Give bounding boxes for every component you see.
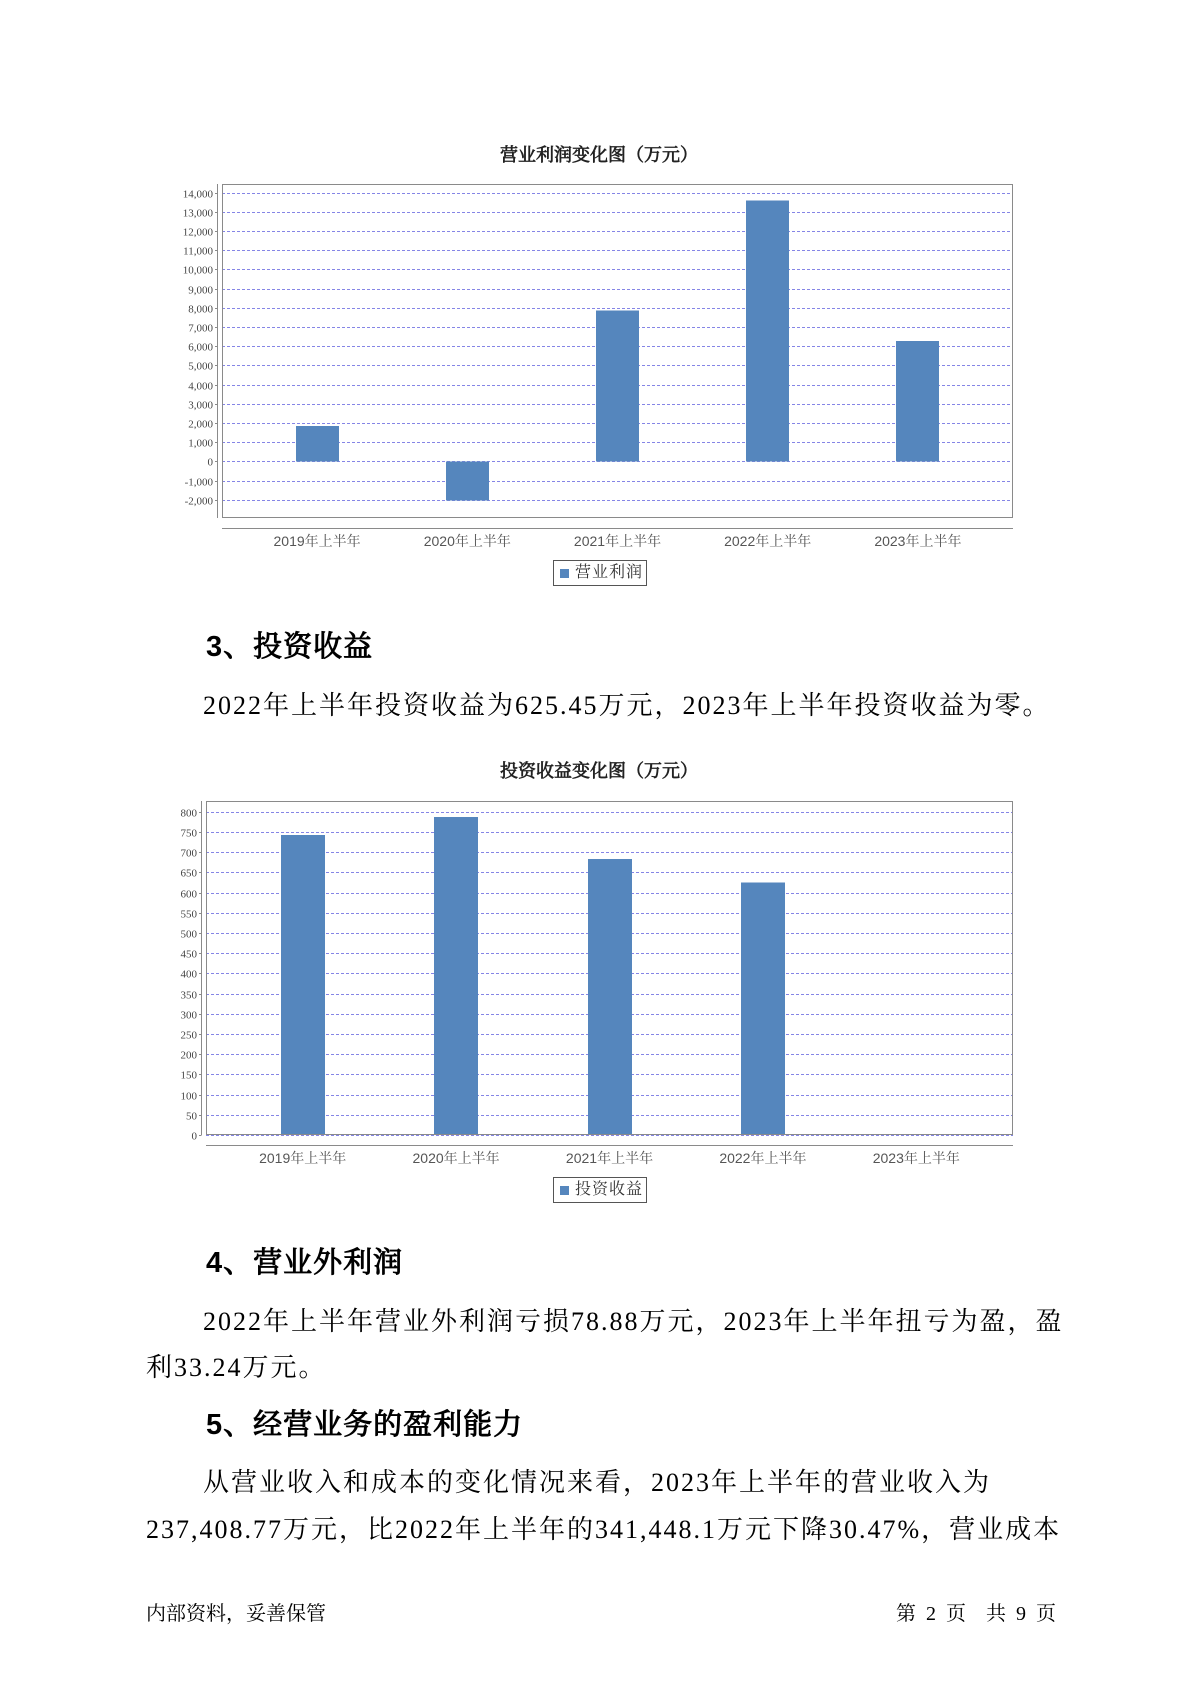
operating-profit-bar-2021	[596, 311, 639, 462]
investment-income-bar-2022	[741, 882, 785, 1135]
operating-profit-chart-title: 营业利润变化图（万元）	[500, 145, 698, 165]
operating-profit-chart-svg	[150, 170, 1030, 560]
operating-profit-bar-2019	[296, 426, 339, 462]
operating-profit-y-tick-label: -2,000	[184, 495, 213, 508]
investment-income-y-tick-label: 500	[180, 928, 197, 941]
investment-income-y-tick-label: 350	[180, 989, 197, 1002]
operating-profit-y-tick-label: 6,000	[188, 341, 213, 354]
investment-income-x-tick-label: 2022年上半年	[719, 1150, 807, 1166]
investment-income-bar-2019	[281, 835, 325, 1135]
investment-income-y-tick-label: 200	[180, 1049, 197, 1062]
operating-profit-x-tick-label: 2023年上半年	[874, 533, 962, 549]
investment-income-bar-2021	[588, 859, 632, 1135]
operating-profit-y-tick-label: 5,000	[188, 360, 213, 373]
investment-income-y-tick-label: 550	[180, 908, 197, 921]
operating-profit-y-tick-label: 1,000	[188, 437, 213, 450]
section-heading-profitability: 5、经营业务的盈利能力	[206, 1409, 524, 1441]
operating-profit-y-tick-label: 4,000	[188, 380, 213, 393]
operating-profit-y-tick-label: 0	[207, 456, 213, 469]
investment-income-y-tick-label: 800	[180, 807, 197, 820]
operating-profit-y-tick-label: -1,000	[184, 476, 213, 489]
legend-swatch-icon	[560, 1186, 569, 1195]
paragraph-line: 利33.24万元。	[146, 1353, 327, 1382]
operating-profit-x-tick-label: 2020年上半年	[423, 533, 511, 549]
investment-income-x-tick-label: 2021年上半年	[565, 1150, 654, 1166]
investment-income-y-tick-label: 600	[180, 888, 197, 901]
operating-profit-bar-2020	[446, 461, 489, 500]
investment-income-y-tick-label: 750	[180, 827, 197, 840]
paragraph-line: 2022年上半年营业外利润亏损78.88万元，2023年上半年扭亏为盈，盈	[203, 1307, 1064, 1336]
paragraph-line: 237,408.77万元，比2022年上半年的341,448.1万元下降30.47%，营业成本	[146, 1515, 1062, 1544]
section-heading-investment-income: 3、投资收益	[206, 631, 374, 663]
investment-income-x-tick-label: 2019年上半年	[259, 1150, 347, 1166]
operating-profit-y-tick-label: 12,000	[182, 226, 213, 239]
investment-income-y-tick-label: 650	[180, 867, 197, 880]
paragraph-line: 2022年上半年投资收益为625.45万元，2023年上半年投资收益为零。	[203, 691, 1051, 720]
footer-page-number: 第 2 页 共 9 页	[896, 1603, 1056, 1625]
investment-income-y-tick-label: 300	[180, 1009, 197, 1022]
investment-income-y-tick-label: 250	[180, 1029, 197, 1042]
investment-income-x-tick-label: 2020年上半年	[412, 1150, 500, 1166]
section-heading-non-operating-profit: 4、营业外利润	[206, 1247, 404, 1279]
operating-profit-x-tick-label: 2022年上半年	[724, 533, 812, 549]
operating-profit-x-tick-label: 2021年上半年	[573, 533, 662, 549]
operating-profit-y-tick-label: 7,000	[188, 322, 213, 335]
investment-income-y-tick-label: 400	[180, 968, 197, 981]
operating-profit-y-tick-label: 2,000	[188, 418, 213, 431]
operating-profit-y-tick-label: 10,000	[182, 264, 213, 277]
operating-profit-y-tick-label: 14,000	[182, 188, 213, 201]
investment-income-bar-2020	[434, 817, 478, 1135]
footer-confidential-note: 内部资料，妥善保管	[146, 1603, 326, 1625]
operating-profit-y-tick-label: 8,000	[188, 303, 213, 316]
investment-income-chart-svg	[150, 787, 1030, 1177]
operating-profit-y-tick-label: 13,000	[182, 207, 213, 220]
investment-income-x-tick-label: 2023年上半年	[872, 1150, 960, 1166]
investment-income-legend	[553, 1177, 647, 1203]
operating-profit-bar-2022	[746, 200, 789, 461]
paragraph-line: 从营业收入和成本的变化情况来看，2023年上半年的营业收入为	[203, 1468, 992, 1497]
legend-label: 营业利润	[575, 564, 644, 581]
operating-profit-y-tick-label: 11,000	[183, 245, 213, 258]
investment-income-y-tick-label: 0	[191, 1130, 197, 1143]
legend-label: 投资收益	[575, 1181, 644, 1198]
legend-swatch-icon	[560, 569, 569, 578]
investment-income-y-tick-label: 100	[180, 1090, 197, 1103]
investment-income-y-tick-label: 700	[180, 847, 197, 860]
investment-income-chart	[150, 787, 1030, 1177]
operating-profit-y-tick-label: 3,000	[188, 399, 213, 412]
investment-income-y-tick-label: 50	[186, 1110, 197, 1123]
investment-income-chart-title: 投资收益变化图（万元）	[500, 761, 698, 781]
operating-profit-bar-2023	[896, 341, 939, 462]
operating-profit-x-tick-label: 2019年上半年	[273, 533, 361, 549]
investment-income-y-tick-label: 150	[180, 1069, 197, 1082]
operating-profit-y-tick-label: 9,000	[188, 284, 213, 297]
investment-income-y-tick-label: 450	[180, 948, 197, 961]
operating-profit-chart	[150, 170, 1030, 560]
operating-profit-legend	[553, 560, 647, 586]
